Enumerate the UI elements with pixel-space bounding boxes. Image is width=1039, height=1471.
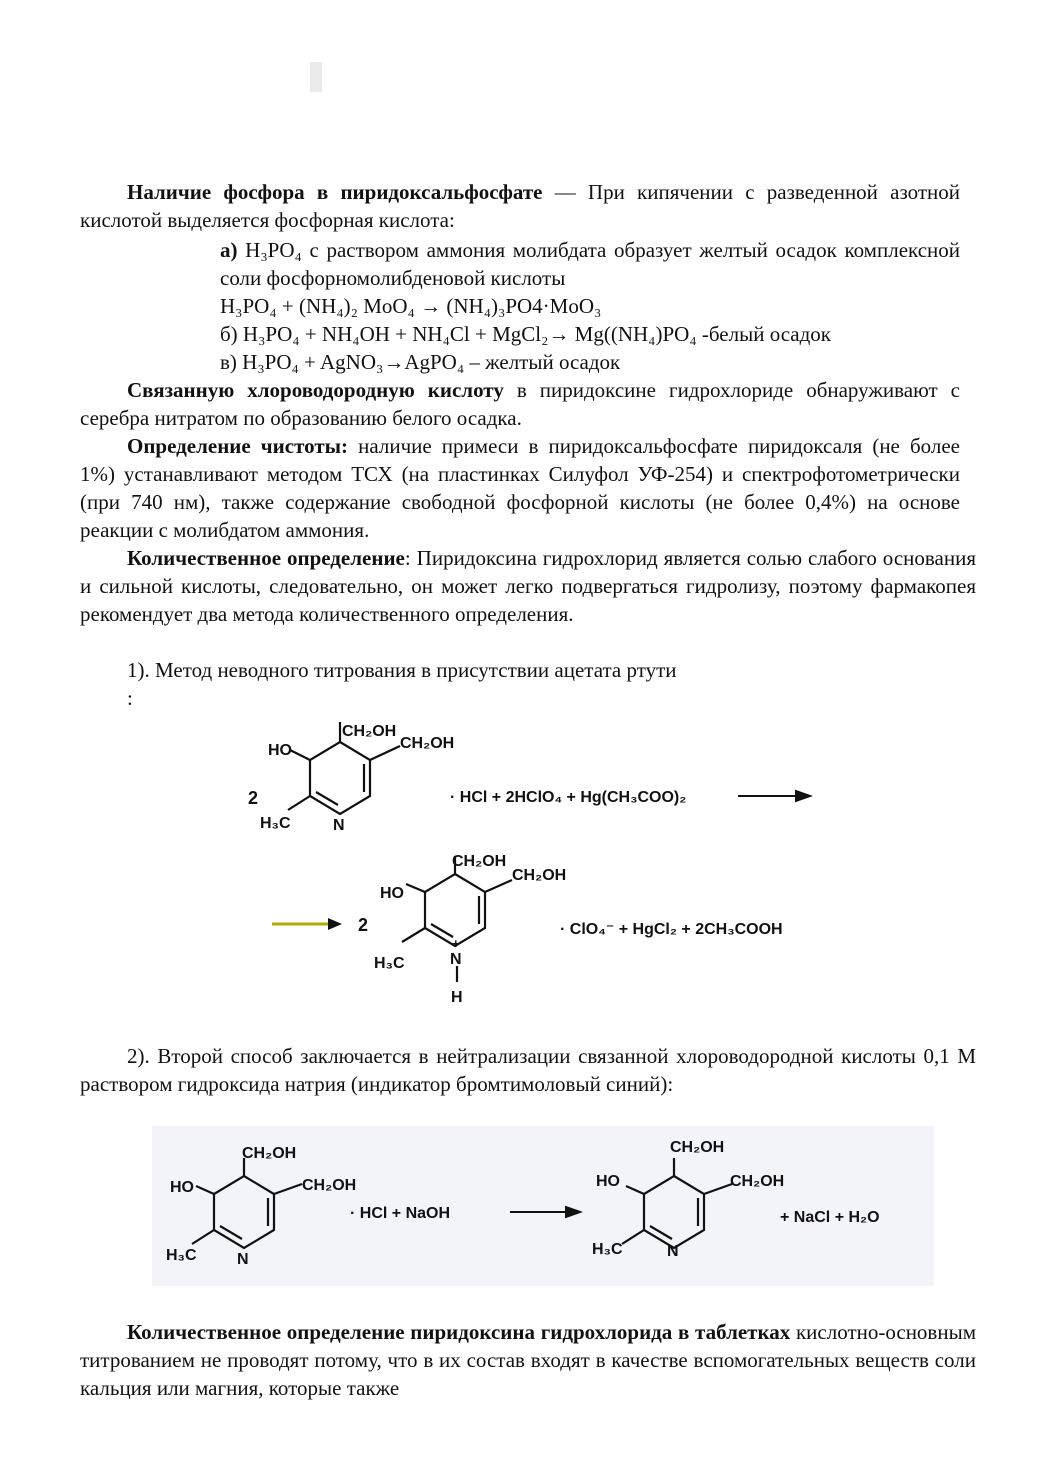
ho-label: HO bbox=[170, 1179, 194, 1196]
paragraph-text: — При кипячении с разведенной азотной кислотой выделяется фосфорная кислота: bbox=[80, 180, 961, 232]
ch2oh-label: CH₂OH bbox=[730, 1173, 785, 1190]
reaction-scheme-2 bbox=[152, 1126, 934, 1286]
ch2oh-label: CH₂OH bbox=[342, 723, 397, 740]
nitrogen-label: N bbox=[667, 1243, 679, 1260]
paragraph-text: кислотно-основным титрованием не проводят потому, что в их состав входят в качестве вспомогательных веществ соли кальция или магния, которые также bbox=[80, 1320, 976, 1400]
item-a-label: а) bbox=[220, 238, 238, 262]
method-1-heading: 1). Метод неводного титрования в присутствии ацетата ртути bbox=[127, 658, 677, 682]
ho-label: HO bbox=[596, 1173, 620, 1190]
products-label: + NaCl + H₂O bbox=[780, 1209, 880, 1226]
bold-heading: Количественное определение пиридоксина гидрохлорида в таблетках bbox=[127, 1320, 791, 1344]
reaction-scheme-1 bbox=[230, 700, 850, 1020]
bold-heading: Наличие фосфора в пиридоксальфосфате bbox=[127, 180, 543, 204]
nitrogen-label: N bbox=[450, 951, 462, 968]
ch2oh-label: CH₂OH bbox=[670, 1139, 725, 1156]
h3c-label: H₃C bbox=[260, 815, 291, 832]
item-v: в) H₃PO₄ + AgNO₃→AgPO₄ – желтый осадок bbox=[220, 350, 621, 374]
paragraph-purity bbox=[80, 432, 960, 544]
ch2oh-label: CH₂OH bbox=[512, 867, 567, 884]
h3c-label: H₃C bbox=[374, 955, 405, 972]
coefficient-label: 2 bbox=[248, 788, 259, 808]
paragraph-text: наличие примеси в пиридоксальфосфате пиридоксаля (не более 1%) устанавливают методом ТСХ (на пластинках Силуфол УФ-254) и спектрофотометрически (при 740 нм), также содержание свободной фосфорной кислоты (не более 0,4%) на основе реакции с молибдатом аммония. bbox=[80, 434, 960, 542]
ho-label: HO bbox=[268, 742, 292, 759]
coefficient-label: 2 bbox=[358, 915, 369, 935]
item-a-text: H₃PO₄ с раствором аммония молибдата образует желтый осадок комплексной соли фосфорномолибденовой кислоты bbox=[220, 238, 960, 290]
h3c-label: H₃C bbox=[592, 1241, 623, 1258]
paragraph-text: в пиридоксине гидрохлориде обнаруживают с серебра нитратом по образованию белого осадка. bbox=[80, 378, 960, 430]
paragraph-hcl bbox=[80, 376, 960, 432]
ch2oh-label: CH₂OH bbox=[452, 853, 507, 870]
products-label: · ClO₄⁻ + HgCl₂ + 2CH₃COOH bbox=[560, 921, 783, 938]
ch2oh-label: CH₂OH bbox=[302, 1177, 357, 1194]
paragraph-text: : Пиридоксина гидрохлорид является солью слабого основания и сильной кислоты, следовательно, он может легко подвергаться гидролизу, поэтому фармакопея рекомендует два метода количественного определения. bbox=[80, 546, 976, 626]
equation-a: H₃PO₄ + (NH₄)₂ MoO₄ → (NH₄)₃PO4·MoO₃ bbox=[220, 294, 602, 318]
paragraph-phosphorus bbox=[80, 178, 960, 234]
hydrogen-label: H bbox=[451, 989, 463, 1006]
plus-charge-label: + bbox=[452, 936, 460, 951]
scan-artifact bbox=[310, 62, 322, 92]
bold-heading: Количественное определение bbox=[127, 546, 405, 570]
ho-label: HO bbox=[380, 885, 404, 902]
ch2oh-label: CH₂OH bbox=[400, 735, 455, 752]
paragraph-tablets bbox=[80, 1318, 976, 1402]
nitrogen-label: N bbox=[333, 817, 345, 834]
reagents-label: · HCl + 2HClO₄ + Hg(CH₃COO)₂ bbox=[450, 789, 687, 806]
item-b: б) H₃PO₄ + NH₄OH + NH₄Cl + MgCl₂→ Mg((NH₄)PO₄ -белый осадок bbox=[220, 322, 831, 346]
h3c-label: H₃C bbox=[166, 1247, 197, 1264]
paragraph-quantitative bbox=[80, 544, 976, 628]
ch2oh-label: CH₂OH bbox=[242, 1145, 297, 1162]
bold-heading: Определение чистоты: bbox=[127, 434, 349, 458]
bold-heading: Связанную хлороводородную кислоту bbox=[127, 378, 504, 402]
colon-mark: : bbox=[127, 686, 133, 710]
method-2-paragraph: 2). Второй способ заключается в нейтрализации связанной хлороводородной кислоты 0,1 М раствором гидроксида натрия (индикатор бромтимоловый синий): bbox=[80, 1044, 976, 1096]
nitrogen-label: N bbox=[237, 1251, 249, 1268]
item-a bbox=[220, 236, 960, 292]
reagents-label: · HCl + NaOH bbox=[350, 1205, 451, 1222]
